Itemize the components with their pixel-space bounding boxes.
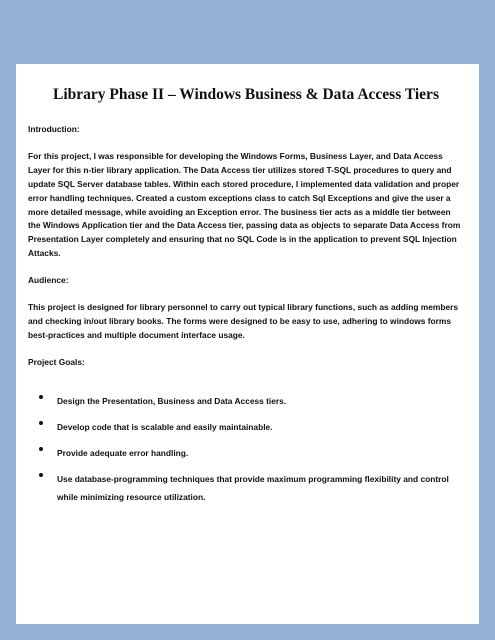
document-title: Library Phase II – Windows Business & Data Access Tiers bbox=[53, 86, 439, 103]
goal-text: Develop code that is scalable and easily maintainable. bbox=[57, 421, 273, 432]
bullet-icon bbox=[39, 473, 43, 477]
goal-text: Provide adequate error handling. bbox=[57, 447, 189, 458]
introduction-heading: Introduction: bbox=[28, 124, 80, 134]
bullet-icon bbox=[39, 447, 43, 451]
bullet-icon bbox=[39, 421, 43, 425]
goal-item bbox=[28, 391, 464, 409]
audience-paragraph: This project is designed for library personnel to carry out typical library functions, such as adding members and checking in/out library books. The forms were designed to be easy to use, adhering to windows forms best-practices and multiple document interface usage. bbox=[28, 302, 459, 340]
goal-text: Design the Presentation, Business and Data Access tiers. bbox=[57, 395, 287, 406]
goal-item bbox=[28, 417, 464, 435]
goal-item bbox=[28, 469, 464, 505]
goal-item bbox=[28, 443, 464, 461]
project-goals-heading: Project Goals: bbox=[28, 356, 85, 367]
header-band bbox=[0, 0, 495, 64]
project-goals-list bbox=[28, 391, 464, 505]
audience-heading: Audience: bbox=[28, 275, 69, 286]
bullet-icon bbox=[39, 395, 43, 399]
goal-text: Use database-programming techniques that provide maximum programming flexibility and control while minimizing resource utilization. bbox=[57, 473, 449, 502]
document-content bbox=[28, 86, 464, 513]
introduction-paragraph: For this project, I was responsible for developing the Windows Forms, Business Layer, and Data Access Layer for this n-tier library application. The Data Access tier utilizes stored T-SQL procedures to query and update SQL Server database tables. Within each stored procedure, I implemented data validation and proper error handling techniques. Created a custom exceptions class to catch Sql Exceptions and give the user a more detailed message, while avoiding an Exception error. The business tier acts as a middle tier between the Windows Application tier and the Data Access tier, passing data as objects to separate Data Access from Presentation Layer completely and ensuring that no SQL Code is in the application to prevent SQL Injection Attacks. bbox=[28, 150, 461, 259]
